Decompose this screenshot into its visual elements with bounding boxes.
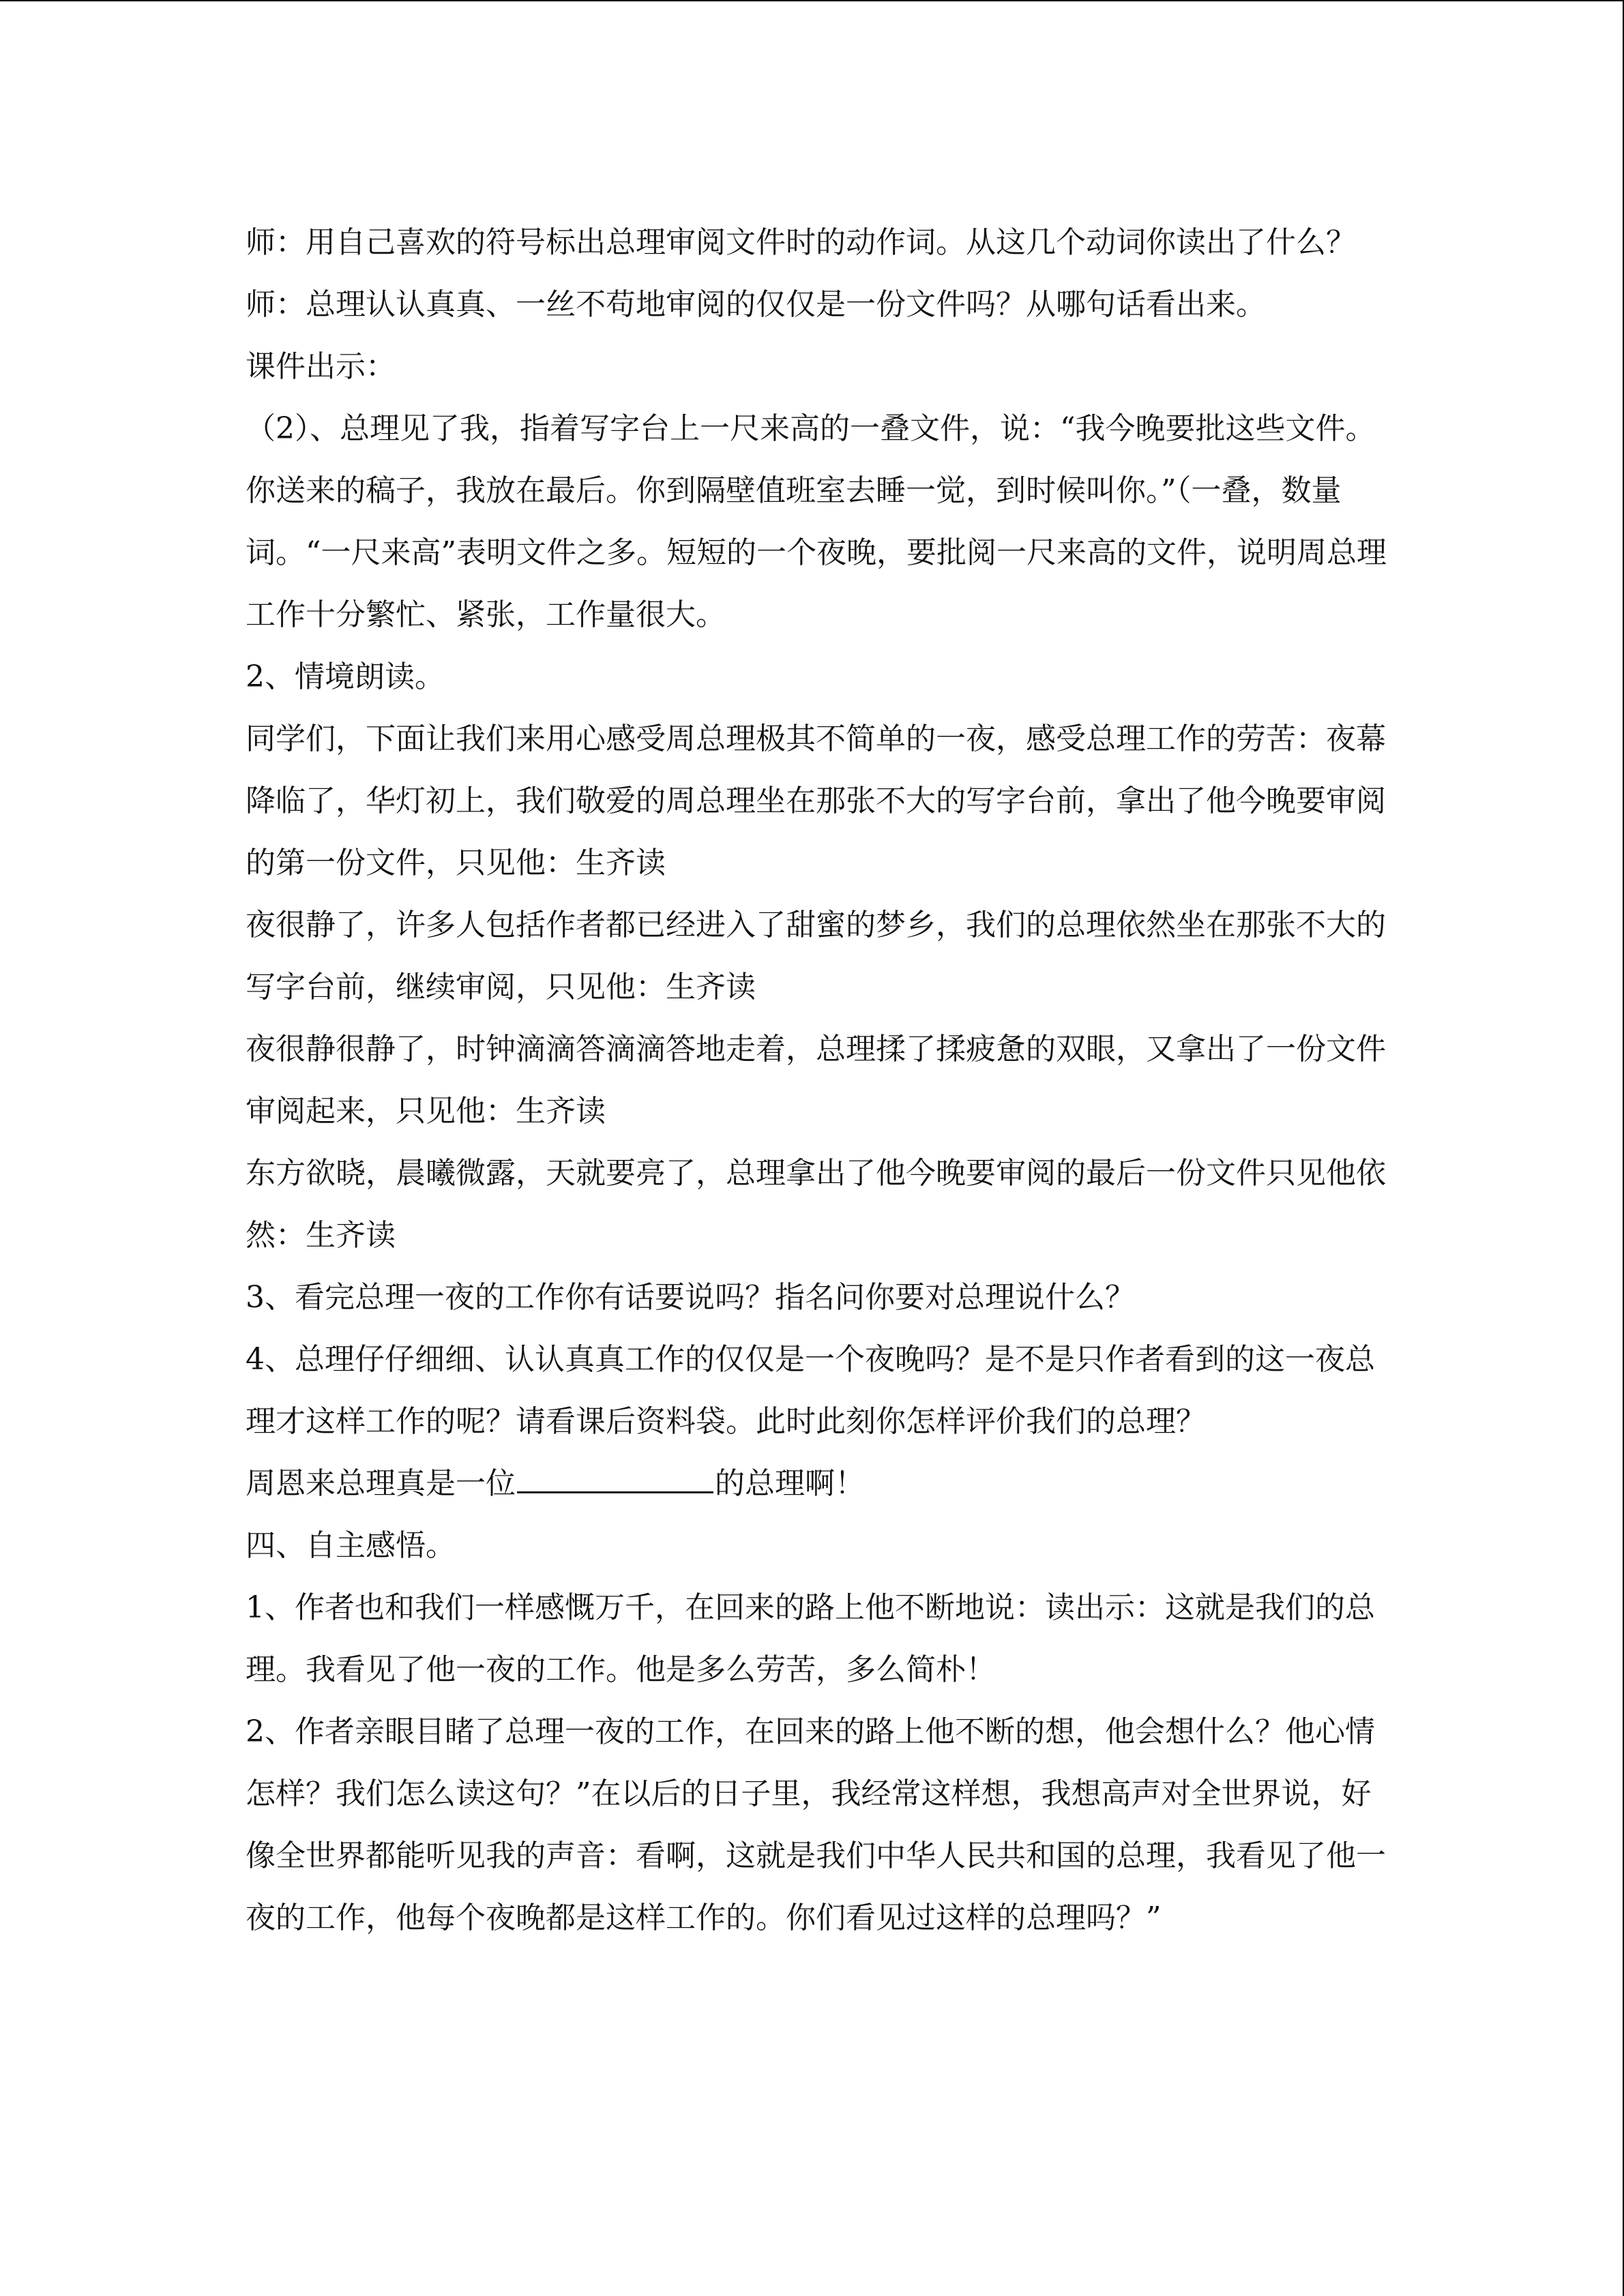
fill-in-after: 的总理啊！	[715, 1466, 865, 1501]
paragraph: 同学们，下面让我们来用心感受周总理极其不简单的一夜，感受总理工作的劳苦：夜幕降临了，华灯初上，我们敬爱的周总理坐在那张不大的写字台前，拿出了他今晚要审阅的第一份文件，只见他：生齐读	[246, 721, 1386, 880]
paragraph: 课件出示：	[246, 349, 396, 384]
document-body	[246, 211, 1391, 1949]
fill-in-sentence	[246, 1452, 1391, 1515]
paragraph: 1、作者也和我们一样感慨万千，在回来的路上他不断地说：读出示：这就是我们的总理。我看见了他一夜的工作。他是多么劳苦，多么简朴！	[246, 1590, 1375, 1687]
fill-in-before: 周恩来总理真是一位	[246, 1466, 516, 1501]
paragraph: 东方欲晓，晨曦微露，天就要亮了，总理拿出了他今晚要审阅的最后一份文件只见他依然：生齐读	[246, 1156, 1386, 1253]
paragraph: 4、总理仔仔细细、认认真真工作的仅仅是一个夜晚吗？是不是只作者看到的这一夜总理才这样工作的呢？请看课后资料袋。此时此刻你怎样评价我们的总理？	[246, 1342, 1375, 1439]
paragraph: 2、作者亲眼目睹了总理一夜的工作，在回来的路上他不断的想，他会想什么？他心情怎样？我们怎么读这句？”在以后的日子里，我经常这样想，我想高声对全世界说，好像全世界都能听见我的声音：看啊，这就是我们中华人民共和国的总理，我看见了他一夜的工作，他每个夜晚都是这样工作的。你们看见过这样的总理吗？”	[246, 1714, 1386, 1935]
paragraph: 夜很静很静了，时钟滴滴答滴滴答地走着，总理揉了揉疲惫的双眼，又拿出了一份文件审阅起来，只见他：生齐读	[246, 1032, 1386, 1129]
paragraph: （2）、总理见了我，指着写字台上一尺来高的一叠文件，说：“我今晚要批这些文件。你送来的稿子，我放在最后。你到隔壁值班室去睡一觉，到时候叫你。”（一叠，数量词。“一尺来高”表明文件之多。短短的一个夜晚，要批阅一尺来高的文件，说明周总理工作十分繁忙、紧张，工作量很大。	[246, 411, 1387, 632]
paragraph: 3、看完总理一夜的工作你有话要说吗？指名问你要对总理说什么？	[246, 1280, 1135, 1315]
fill-in-blank	[517, 1464, 713, 1493]
section-heading: 2、情境朗读。	[246, 659, 445, 694]
paragraph: 师：用自己喜欢的符号标出总理审阅文件时的动作词。从这几个动词你读出了什么？	[246, 225, 1356, 260]
section-heading: 四、自主感悟。	[246, 1528, 456, 1563]
paragraph: 夜很静了，许多人包括作者都已经进入了甜蜜的梦乡，我们的总理依然坐在那张不大的写字台前，继续审阅，只见他：生齐读	[246, 908, 1386, 1004]
page-border-top	[0, 0, 1624, 1]
paragraph: 师：总理认认真真、一丝不苟地审阅的仅仅是一份文件吗？从哪句话看出来。	[246, 287, 1266, 322]
